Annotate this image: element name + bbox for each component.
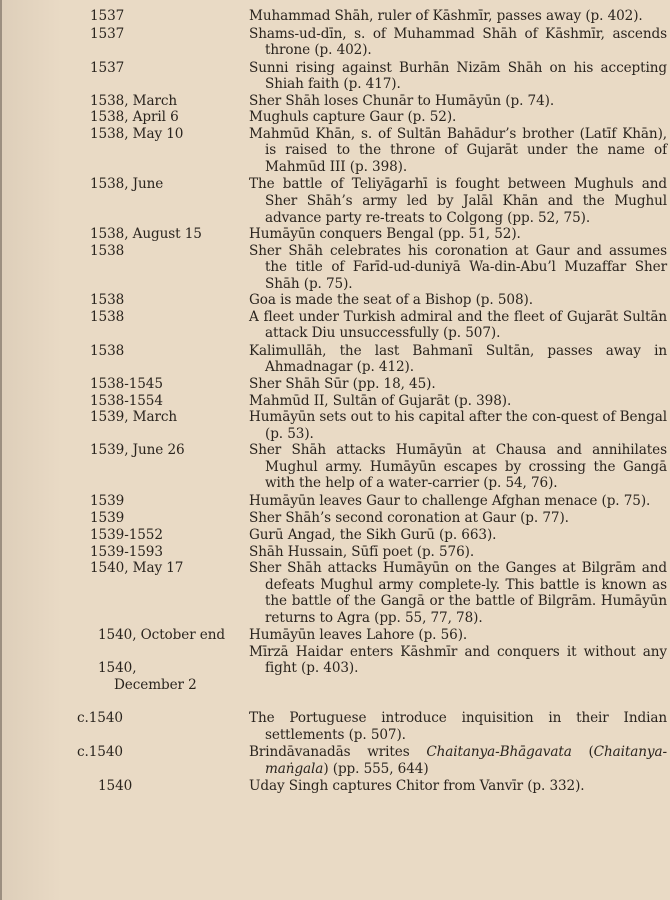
chronology-entry (0, 243, 670, 293)
entry-date: 1538 (90, 308, 125, 325)
entry-description (249, 744, 667, 777)
chronology-entry (0, 26, 670, 59)
entry-date: 1538, August 15 (90, 226, 202, 243)
entry-description: Kalimullāh, the last Bahmanī Sultān, passes away in Ahmadnagar (p. 412). (249, 342, 667, 376)
entry-description: Mughuls capture Gaur (p. 52). (249, 109, 457, 126)
chronology-entry (0, 627, 670, 644)
entry-date-line1: 1540, (98, 660, 137, 677)
entry-date: 1540 (98, 778, 133, 795)
entry-description: Goa is made the seat of a Bishop (p. 508). (249, 292, 533, 309)
entry-description: Sher Shāh loses Chunār to Humāyūn (p. 74). (249, 92, 555, 109)
chronology-entry (0, 176, 670, 226)
entry-date: c.1540 (77, 709, 123, 726)
chronology-entry (0, 510, 670, 527)
chronology-entry (0, 393, 670, 410)
entry-description: Sher Shāh’s second coronation at Gaur (p. 77). (249, 510, 569, 527)
chronology-entry (0, 60, 670, 93)
chronology-entry (0, 744, 670, 777)
entry-date: 1539, June 26 (90, 442, 185, 459)
entry-description: The battle of Teliyāgarhī is fought between Mughuls and Sher Shāh’s army led by Jalāl Khān and the Mughul advance party re-treats to Colgong (pp. 52, 75). (249, 176, 667, 226)
chronology-entry (0, 544, 670, 561)
entry-date: 1537 (90, 8, 125, 24)
entry-description: Humāyūn leaves Gaur to challenge Afghan menace (p. 75). (249, 492, 651, 509)
desc-text: ( (571, 744, 594, 761)
chronology-entry (0, 409, 670, 442)
entry-description: Sher Shāh attacks Humāyūn on the Ganges at Bilgrām and defeats Mughul army complete-ly. This battle is known as the battle of the Gangā or the battle of Bilgrām. Humāyūn returns to Agra (pp. 55, 77, 78). (249, 560, 667, 626)
entry-description: Sher Shāh attacks Humāyūn at Chausa and annihilates Mughul army. Humāyūn escapes by crossing the Gangā with the help of a water-carrier (p. 54, 76). (249, 442, 667, 492)
entry-date: 1539 (90, 492, 125, 509)
entry-description: Gurū Angad, the Sikh Gurū (p. 663). (249, 526, 497, 543)
chronology-entry (0, 493, 670, 510)
chronology-entry (0, 93, 670, 110)
entry-date: 1538 (90, 292, 125, 309)
chronology-entry (0, 109, 670, 126)
entry-description: Muhammad Shāh, ruler of Kāshmīr, passes away (p. 402). (249, 8, 643, 24)
entry-date: 1538 (90, 342, 125, 359)
entry-description: The Portuguese introduce inquisition in their Indian settlements (p. 507). (249, 709, 667, 743)
chronology-entry (0, 710, 670, 743)
entry-date: 1539-1593 (90, 543, 163, 560)
entry-date-line2: December 2 (114, 676, 197, 693)
entry-description: Sher Shāh Sūr (pp. 18, 45). (249, 376, 436, 393)
chronology-entry (0, 376, 670, 393)
entry-description: Mahmūd II, Sultān of Gujarāt (p. 398). (249, 392, 512, 409)
chronology-entry (0, 644, 670, 710)
entry-date: 1539-1552 (90, 526, 163, 543)
entry-description: Uday Singh captures Chitor from Vanvīr (p. 332). (249, 778, 585, 795)
chronology-entry (0, 292, 670, 309)
entry-description: Shams-ud-dīn, s. of Muhammad Shāh of Kāshmīr, ascends throne (p. 402). (249, 25, 667, 59)
entry-description: Mahmūd Khān, s. of Sultān Bahādur’s brother (Latīf Khān), is raised to the throne of Gujarāt under the name of Mahmūd III (p. 398). (249, 125, 667, 175)
entry-date: c.1540 (77, 744, 123, 761)
entry-description: Humāyūn conquers Bengal (pp. 51, 52). (249, 226, 521, 243)
entry-date: 1538, March (90, 92, 178, 109)
entry-date: 1540, May 17 (90, 560, 184, 577)
entry-description: Sunni rising against Burhān Nizām Shāh on his accepting Shiah faith (p. 417). (249, 59, 667, 93)
chronology-entry (0, 778, 670, 795)
chronology-entry (0, 442, 670, 492)
desc-text: ) (pp. 555, 644) (323, 760, 429, 777)
entry-description: Humāyūn sets out to his capital after the con-quest of Bengal (p. 53). (249, 409, 667, 442)
entry-date: 1539, March (90, 409, 178, 426)
chronology-entry (0, 527, 670, 544)
entry-description: Sher Shāh celebrates his coronation at Gaur and assumes the title of Farīd-ud-duniyā Wa-din-Abu’l Muzaffar Sher Shāh (p. 75). (249, 242, 667, 292)
entry-date: 1538, May 10 (90, 125, 184, 142)
book-title: Chaitanya-Bhāgavata (426, 744, 572, 761)
entry-description: Mīrzā Haidar enters Kāshmīr and conquers it without any fight (p. 403). (249, 643, 667, 677)
chronology-entry (0, 309, 670, 342)
entry-date: 1538 (90, 242, 125, 259)
chronology-entry (0, 343, 670, 376)
entry-date: 1539 (90, 510, 125, 527)
entry-date: 1537 (90, 25, 125, 42)
chronology-entry (0, 226, 670, 243)
chronology-entry (0, 560, 670, 626)
chronology-table (0, 8, 670, 795)
entry-description: Shāh Hussain, Sūfī poet (p. 576). (249, 543, 475, 560)
entry-date (0, 644, 249, 710)
entry-date: 1538, April 6 (90, 109, 179, 126)
chronology-entry (0, 8, 670, 25)
entry-date: 1538-1545 (90, 376, 163, 393)
book-title-alt: Chaitanya-maṅgala (265, 744, 667, 777)
entry-date: 1540, October end (98, 627, 226, 644)
entry-date: 1537 (90, 59, 125, 76)
entry-description: A fleet under Turkish admiral and the fleet of Gujarāt Sultān attack Diu unsuccessfully (p. 507). (249, 308, 667, 342)
entry-date: 1538, June (90, 176, 164, 193)
entry-description: Humāyūn leaves Lahore (p. 56). (249, 627, 468, 644)
chronology-entry (0, 126, 670, 176)
desc-text: Brindāvanadās writes (249, 744, 427, 761)
entry-date: 1538-1554 (90, 392, 163, 409)
